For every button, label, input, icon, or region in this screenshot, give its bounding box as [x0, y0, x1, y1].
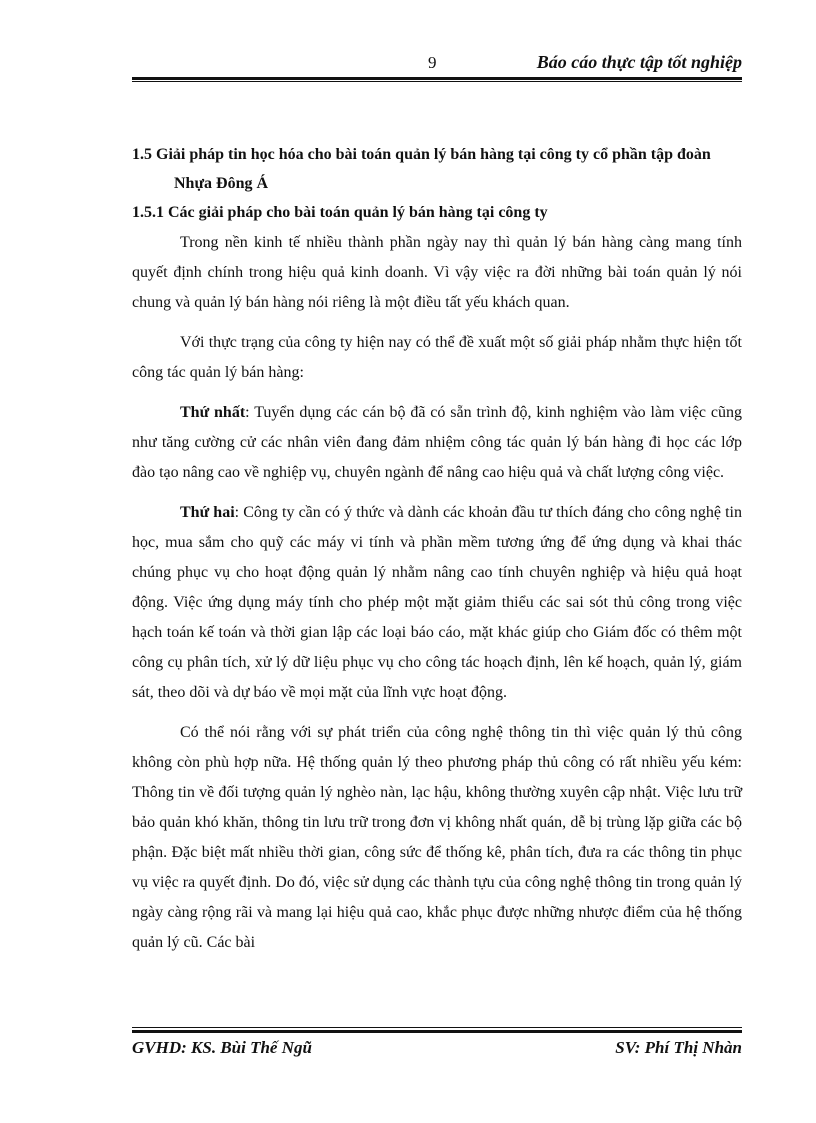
- header-rule-thin: [132, 81, 742, 82]
- page-number: 9: [428, 53, 437, 72]
- paragraph-4-text: : Công ty cần có ý thức và dành các khoản đầu tư thích đáng cho công nghệ tin học, mua sắm cho quỹ các máy vi tính và phần mềm tương ứng để ứng dụng và khai thác chúng phục vụ cho hoạt động quản lý nhằm nâng cao tính chuyên nghiệp và hiệu quả hoạt động. Việc ứng dụng máy tính cho phép một mặt giảm thiểu các sai sót thủ công trong việc hạch toán kế toán và thời gian lập các loại báo cáo, mặt khác giúp cho Giám đốc có thêm một công cụ phân tích, xử lý dữ liệu phục vụ cho công tác hoạch định, lên kế hoạch, quản lý, giám sát, theo dõi và dự báo về mọi mặt của lĩnh vực hoạt động.: [132, 504, 743, 701]
- paragraph-2: Với thực trạng của công ty hiện nay có thể đề xuất một số giải pháp nhằm thực hiện tốt công tác quản lý bán hàng:: [132, 334, 742, 381]
- paragraph-3-lead: Thứ nhất: [180, 404, 246, 421]
- subsection-heading: 1.5.1 Các giải pháp cho bài toán quản lý bán hàng tại công ty: [132, 204, 548, 221]
- section-heading: 1.5 Giải pháp tin học hóa cho bài toán quản lý bán hàng tại công ty cổ phần tập đoàn Nhựa Đông Á: [132, 146, 711, 192]
- paragraph-3-text: : Tuyển dụng các cán bộ đã có sẵn trình độ, kinh nghiệm vào làm việc cũng như tăng cường cử các nhân viên đang đảm nhiệm công tác quản lý bán hàng đi học các lớp đào tạo nâng cao về nghiệp vụ, chuyên ngành để nâng cao hiệu quả và chất lượng công việc.: [132, 404, 743, 481]
- student-name: SV: Phí Thị Nhàn: [615, 1038, 742, 1057]
- paragraph-3: [132, 398, 742, 488]
- page-header: [132, 50, 742, 76]
- advisor-name: GVHD: KS. Bùi Thế Ngũ: [132, 1038, 312, 1057]
- body-content: [132, 140, 742, 968]
- page-footer: [132, 1038, 742, 1062]
- paragraph-4: [132, 498, 742, 708]
- paragraph-1: Trong nền kinh tế nhiều thành phần ngày nay thì quản lý bán hàng càng mang tính quyết định chính trong hiệu quả kinh doanh. Vì vậy việc ra đời những bài toán quản lý nói chung và quản lý bán hàng nói riêng là một điều tất yếu khách quan.: [132, 234, 742, 311]
- footer-rule-thick: [132, 1030, 742, 1033]
- footer-rule-thin: [132, 1027, 742, 1028]
- running-title: Báo cáo thực tập tốt nghiệp: [536, 52, 742, 72]
- header-rule-thick: [132, 77, 742, 80]
- paragraph-5: Có thể nói rằng với sự phát triển của công nghệ thông tin thì việc quản lý thủ công không còn phù hợp nữa. Hệ thống quản lý theo phương pháp thủ công có rất nhiều yếu kém: Thông tin về đối tượng quản lý nghèo nàn, lạc hậu, không thường xuyên cập nhật. Việc lưu trữ bảo quản khó khăn, thông tin lưu trữ trong đơn vị không nhất quán, dễ bị trùng lặp giữa các bộ phận. Đặc biệt mất nhiều thời gian, công sức để thống kê, phân tích, đưa ra các thông tin phục vụ việc ra quyết định. Do đó, việc sử dụng các thành tựu của công nghệ thông tin trong quản lý ngày càng rộng rãi và mang lại hiệu quả cao, khắc phục được những nhược điểm của hệ thống quản lý cũ. Các bài: [132, 724, 742, 951]
- paragraph-4-lead: Thứ hai: [180, 504, 235, 521]
